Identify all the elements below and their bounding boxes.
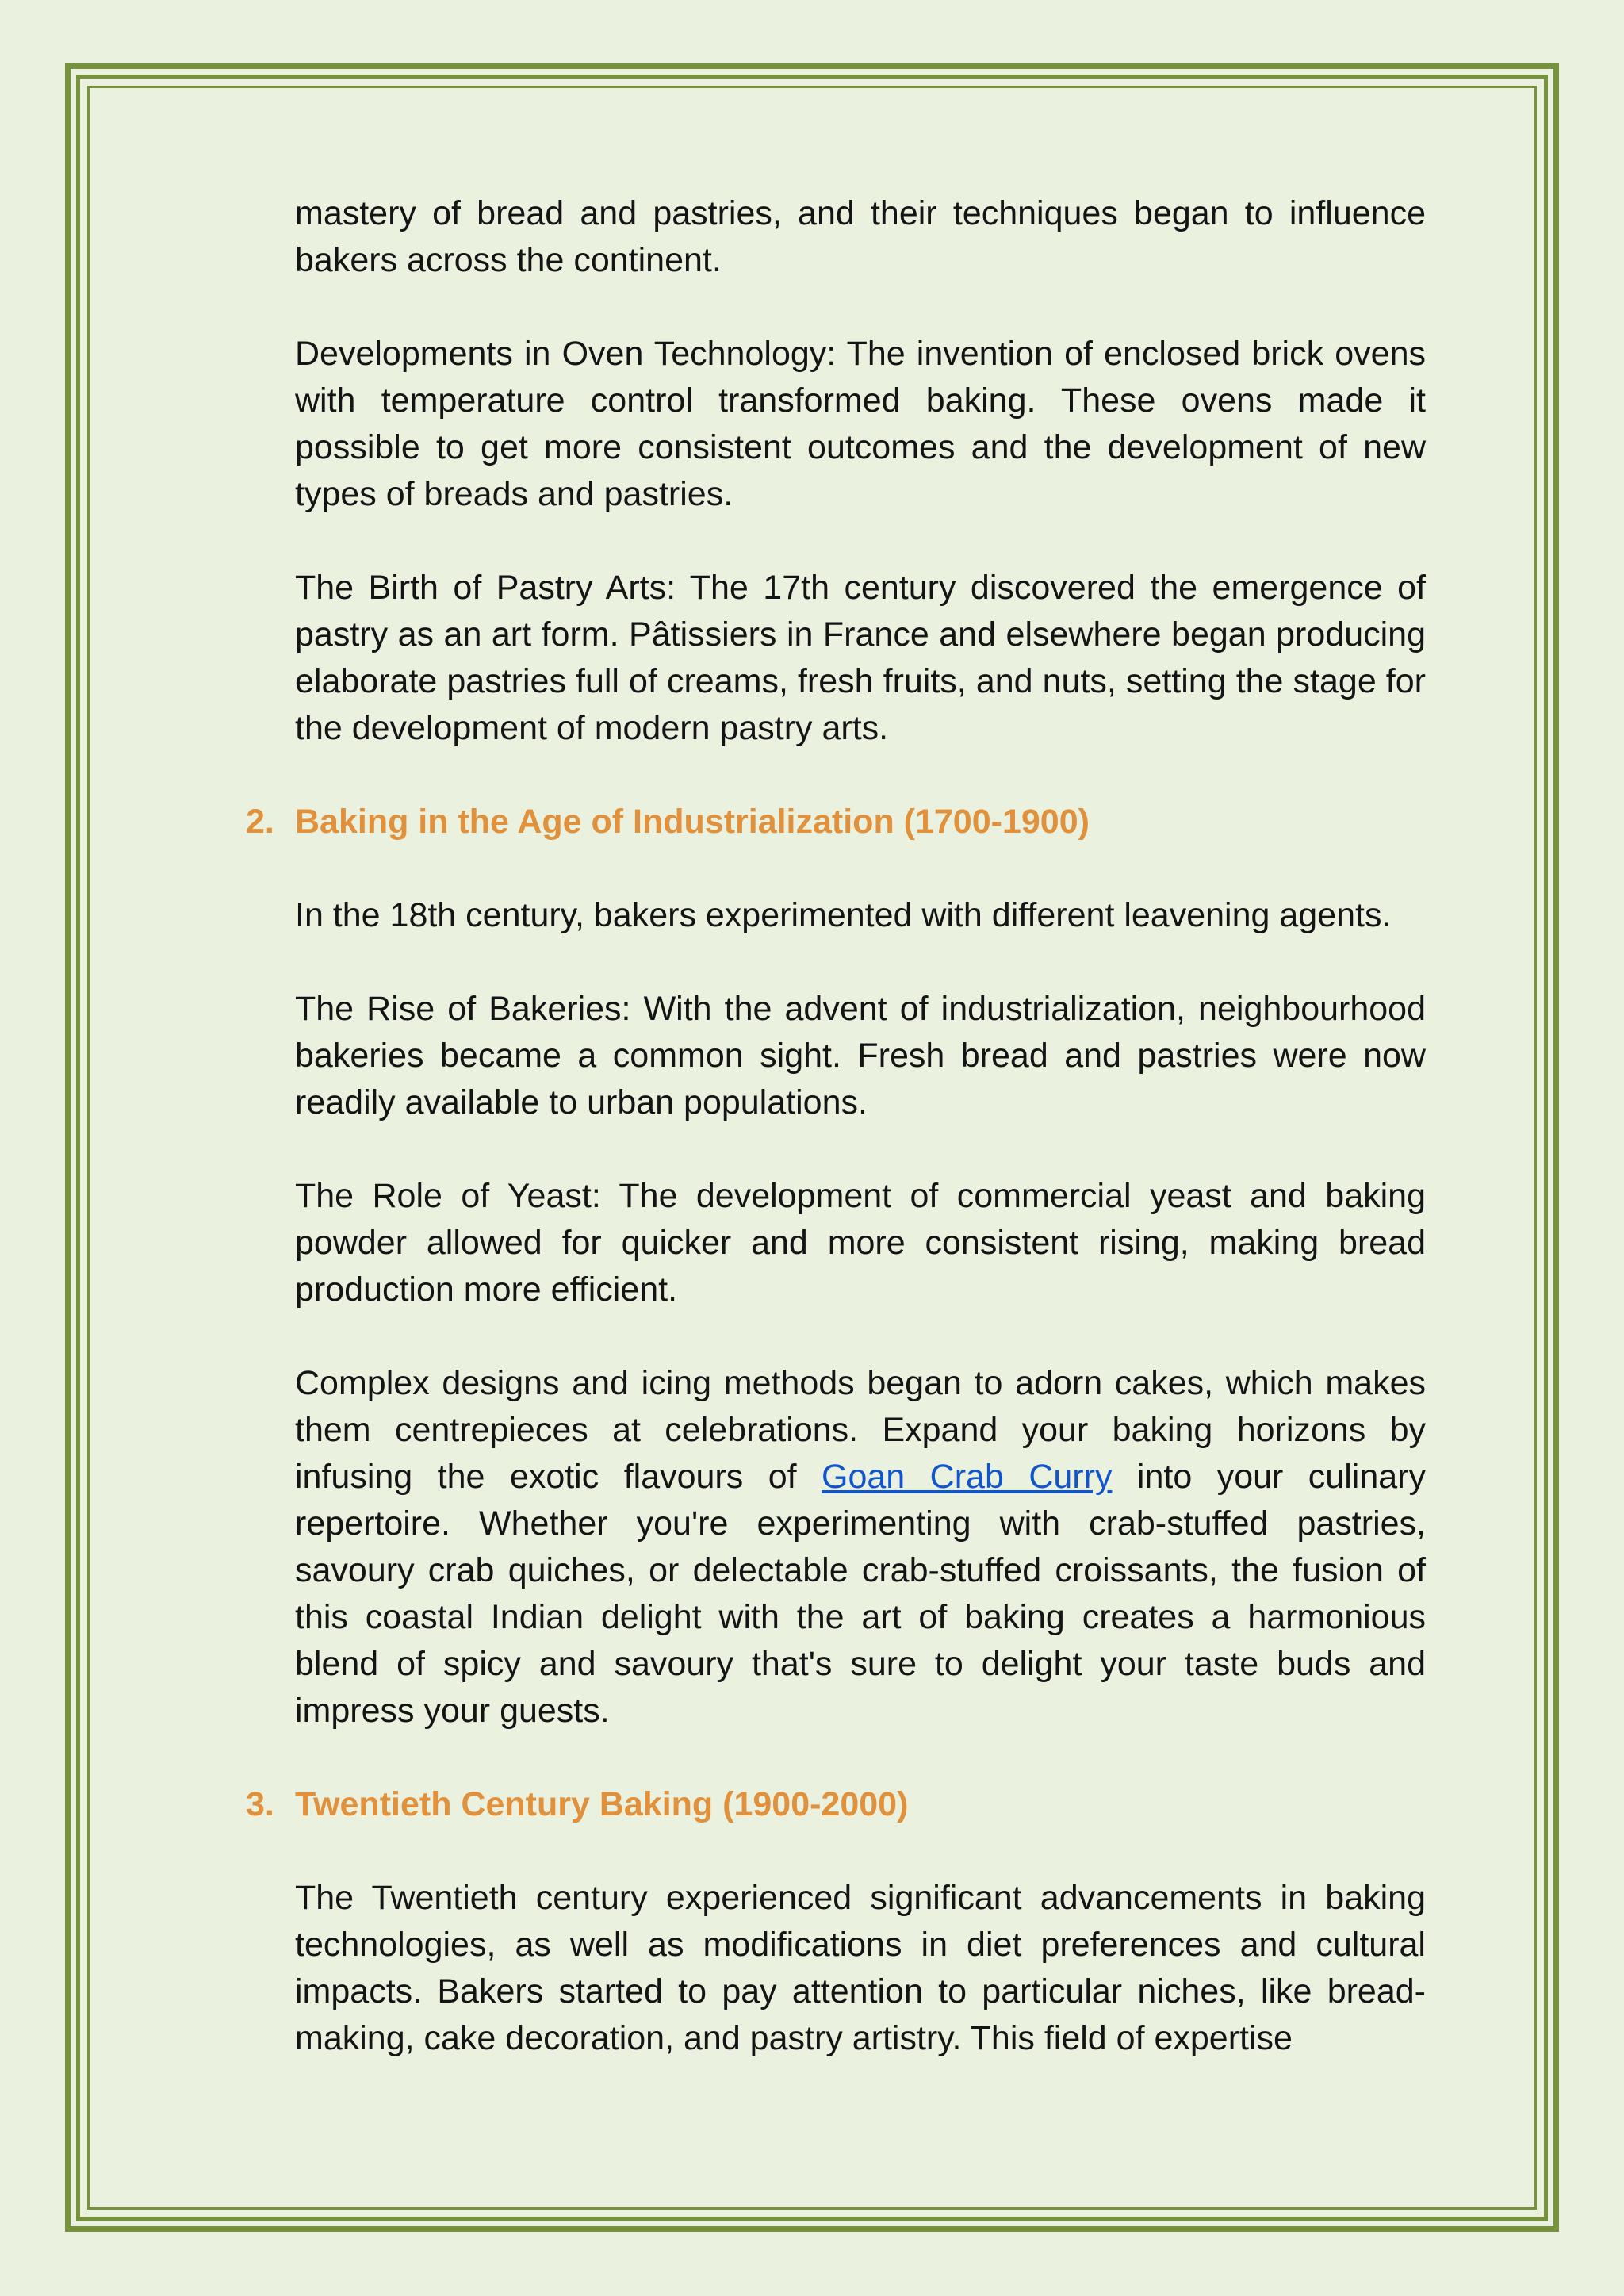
document-body [246,190,1426,2062]
paragraph-pastry-arts: The Birth of Pastry Arts: The 17th century discovered the emergence of pastry as an art form. Pâtissiers in France and elsewhere began producing elaborate pastries full of creams, fresh fruits, and nuts, setting the stage for the development of modern pastry arts. [295,569,1426,747]
section-heading-twentieth-century [246,1781,1426,1828]
section-heading-industrialization [246,799,1426,845]
paragraph-role-of-yeast: The Role of Yeast: The development of commercial yeast and baking powder allowed for quicker and more consistent rising, making bread production more efficient. [295,1177,1426,1309]
paragraph-continuation: mastery of bread and pastries, and their techniques began to influence bakers across the continent. [295,194,1426,279]
paragraph-oven-technology: Developments in Oven Technology: The invention of enclosed brick ovens with temperature control transformed baking. These ovens made it possible to get more consistent outcomes and the development of new types of breads and pastries. [295,335,1426,513]
goan-crab-curry-link[interactable]: Goan Crab Curry [822,1458,1113,1496]
paragraph-cake-designs [295,1360,1426,1734]
section-number: 3. [246,1785,274,1823]
paragraph-rise-of-bakeries: The Rise of Bakeries: With the advent of industrialization, neighbourhood bakeries became a common sight. Fresh bread and pastries were now readily available to urban populations. [295,990,1426,1121]
paragraph-twentieth-century: The Twentieth century experienced significant advancements in baking technologies, as well as modifications in diet preferences and cultural impacts. Bakers started to pay attention to particular niches, like bread-making, cake decoration, and pastry artistry. This field of expertise [295,1879,1426,2057]
paragraph-text-after-link: into your culinary repertoire. Whether you're experimenting with crab-stuffed pastries, savoury crab quiches, or delectable crab-stuffed croissants, the fusion of this coastal Indian delight with the art of baking creates a harmonious blend of spicy and savoury that's sure to delight your taste buds and impress your guests. [295,1458,1426,1730]
paragraph-leavening: In the 18th century, bakers experimented with different leavening agents. [295,896,1392,934]
section-title: Baking in the Age of Industrialization (1700-1900) [295,803,1090,841]
paragraph-text-before-link: Complex designs and icing methods began to adorn cakes, which makes them centrepieces at celebrations. Expand your baking horizons by infusing the exotic flavours of [295,1364,1426,1496]
section-number: 2. [246,803,274,841]
section-title: Twentieth Century Baking (1900-2000) [295,1785,909,1823]
